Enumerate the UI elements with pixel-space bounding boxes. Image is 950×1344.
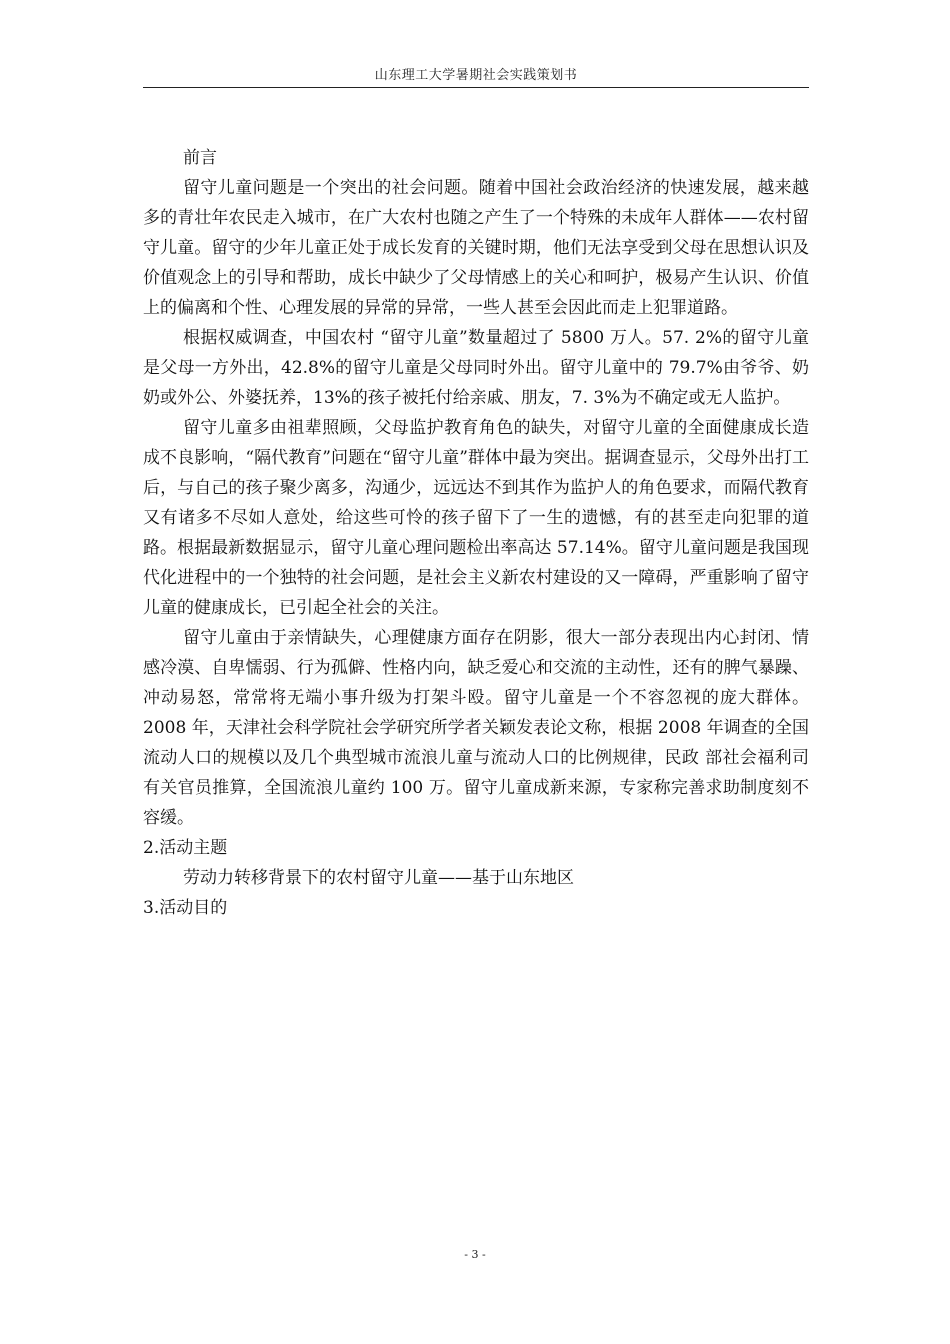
section-2-text: 劳动力转移背景下的农村留守儿童——基于山东地区 [183, 868, 574, 888]
page-number: - 3 - [464, 1248, 486, 1261]
document-body [143, 143, 809, 923]
section-2-heading: 2.活动主题 [143, 838, 228, 858]
page-header-title: 山东理工大学暑期社会实践策划书 [374, 68, 578, 83]
preface-heading: 前言 [183, 148, 217, 168]
paragraph-1: 留守儿童问题是一个突出的社会问题。随着中国社会政治经济的快速发展，越来越多的青壮年农民走入城市，在广大农村也随之产生了一个特殊的未成年人群体——农村留守儿童。留守的少年儿童正处于成长发育的关键时期，他们无法享受到父母在思想认识及价值观念上的引导和帮助，成长中缺少了父母情感上的关心和呵护，极易产生认识、价值上的偏离和个性、心理发展的异常的异常，一些人甚至会因此而走上犯罪道路。 [143, 178, 809, 318]
section-3-heading: 3.活动目的 [143, 898, 228, 918]
paragraph-2: 根据权威调查，中国农村 “留守儿童”数量超过了 5800 万人。57. 2%的留守儿童是父母一方外出，42.8%的留守儿童是父母同时外出。留守儿童中的 79.7%由爷爷、奶奶或外公、外婆抚养，13%的孩子被托付给亲戚、朋友，7. 3%为不确定或无人监护。 [143, 328, 809, 408]
paragraph-3: 留守儿童多由祖辈照顾，父母监护教育角色的缺失，对留守儿童的全面健康成长造成不良影响，“隔代教育”问题在“留守儿童”群体中最为突出。据调查显示，父母外出打工后，与自己的孩子聚少离多，沟通少，远远达不到其作为监护人的角色要求，而隔代教育又有诸多不尽如人意处，给这些可怜的孩子留下了一生的遗憾，有的甚至走向犯罪的道路。根据最新数据显示，留守儿童心理问题检出率高达 57.14%。留守儿童问题是我国现代化进程中的一个独特的社会问题，是社会主义新农村建设的又一障碍，严重影响了留守儿童的健康成长，已引起全社会的关注。 [143, 418, 809, 618]
header-divider [143, 87, 809, 88]
paragraph-4: 留守儿童由于亲情缺失，心理健康方面存在阴影，很大一部分表现出内心封闭、情感冷漠、自卑懦弱、行为孤僻、性格内向，缺乏爱心和交流的主动性，还有的脾气暴躁、冲动易怒，常常将无端小事升级为打架斗殴。留守儿童是一个不容忽视的庞大群体。2008 年，天津社会科学院社会学研究所学者关颖发表论文称，根据 2008 年调查的全国流动人口的规模以及几个典型城市流浪儿童与流动人口的比例规律，民政 部社会福利司有关官员推算，全国流浪儿童约 100 万。留守儿童成新来源，专家称完善求助制度刻不容缓。 [143, 628, 809, 828]
